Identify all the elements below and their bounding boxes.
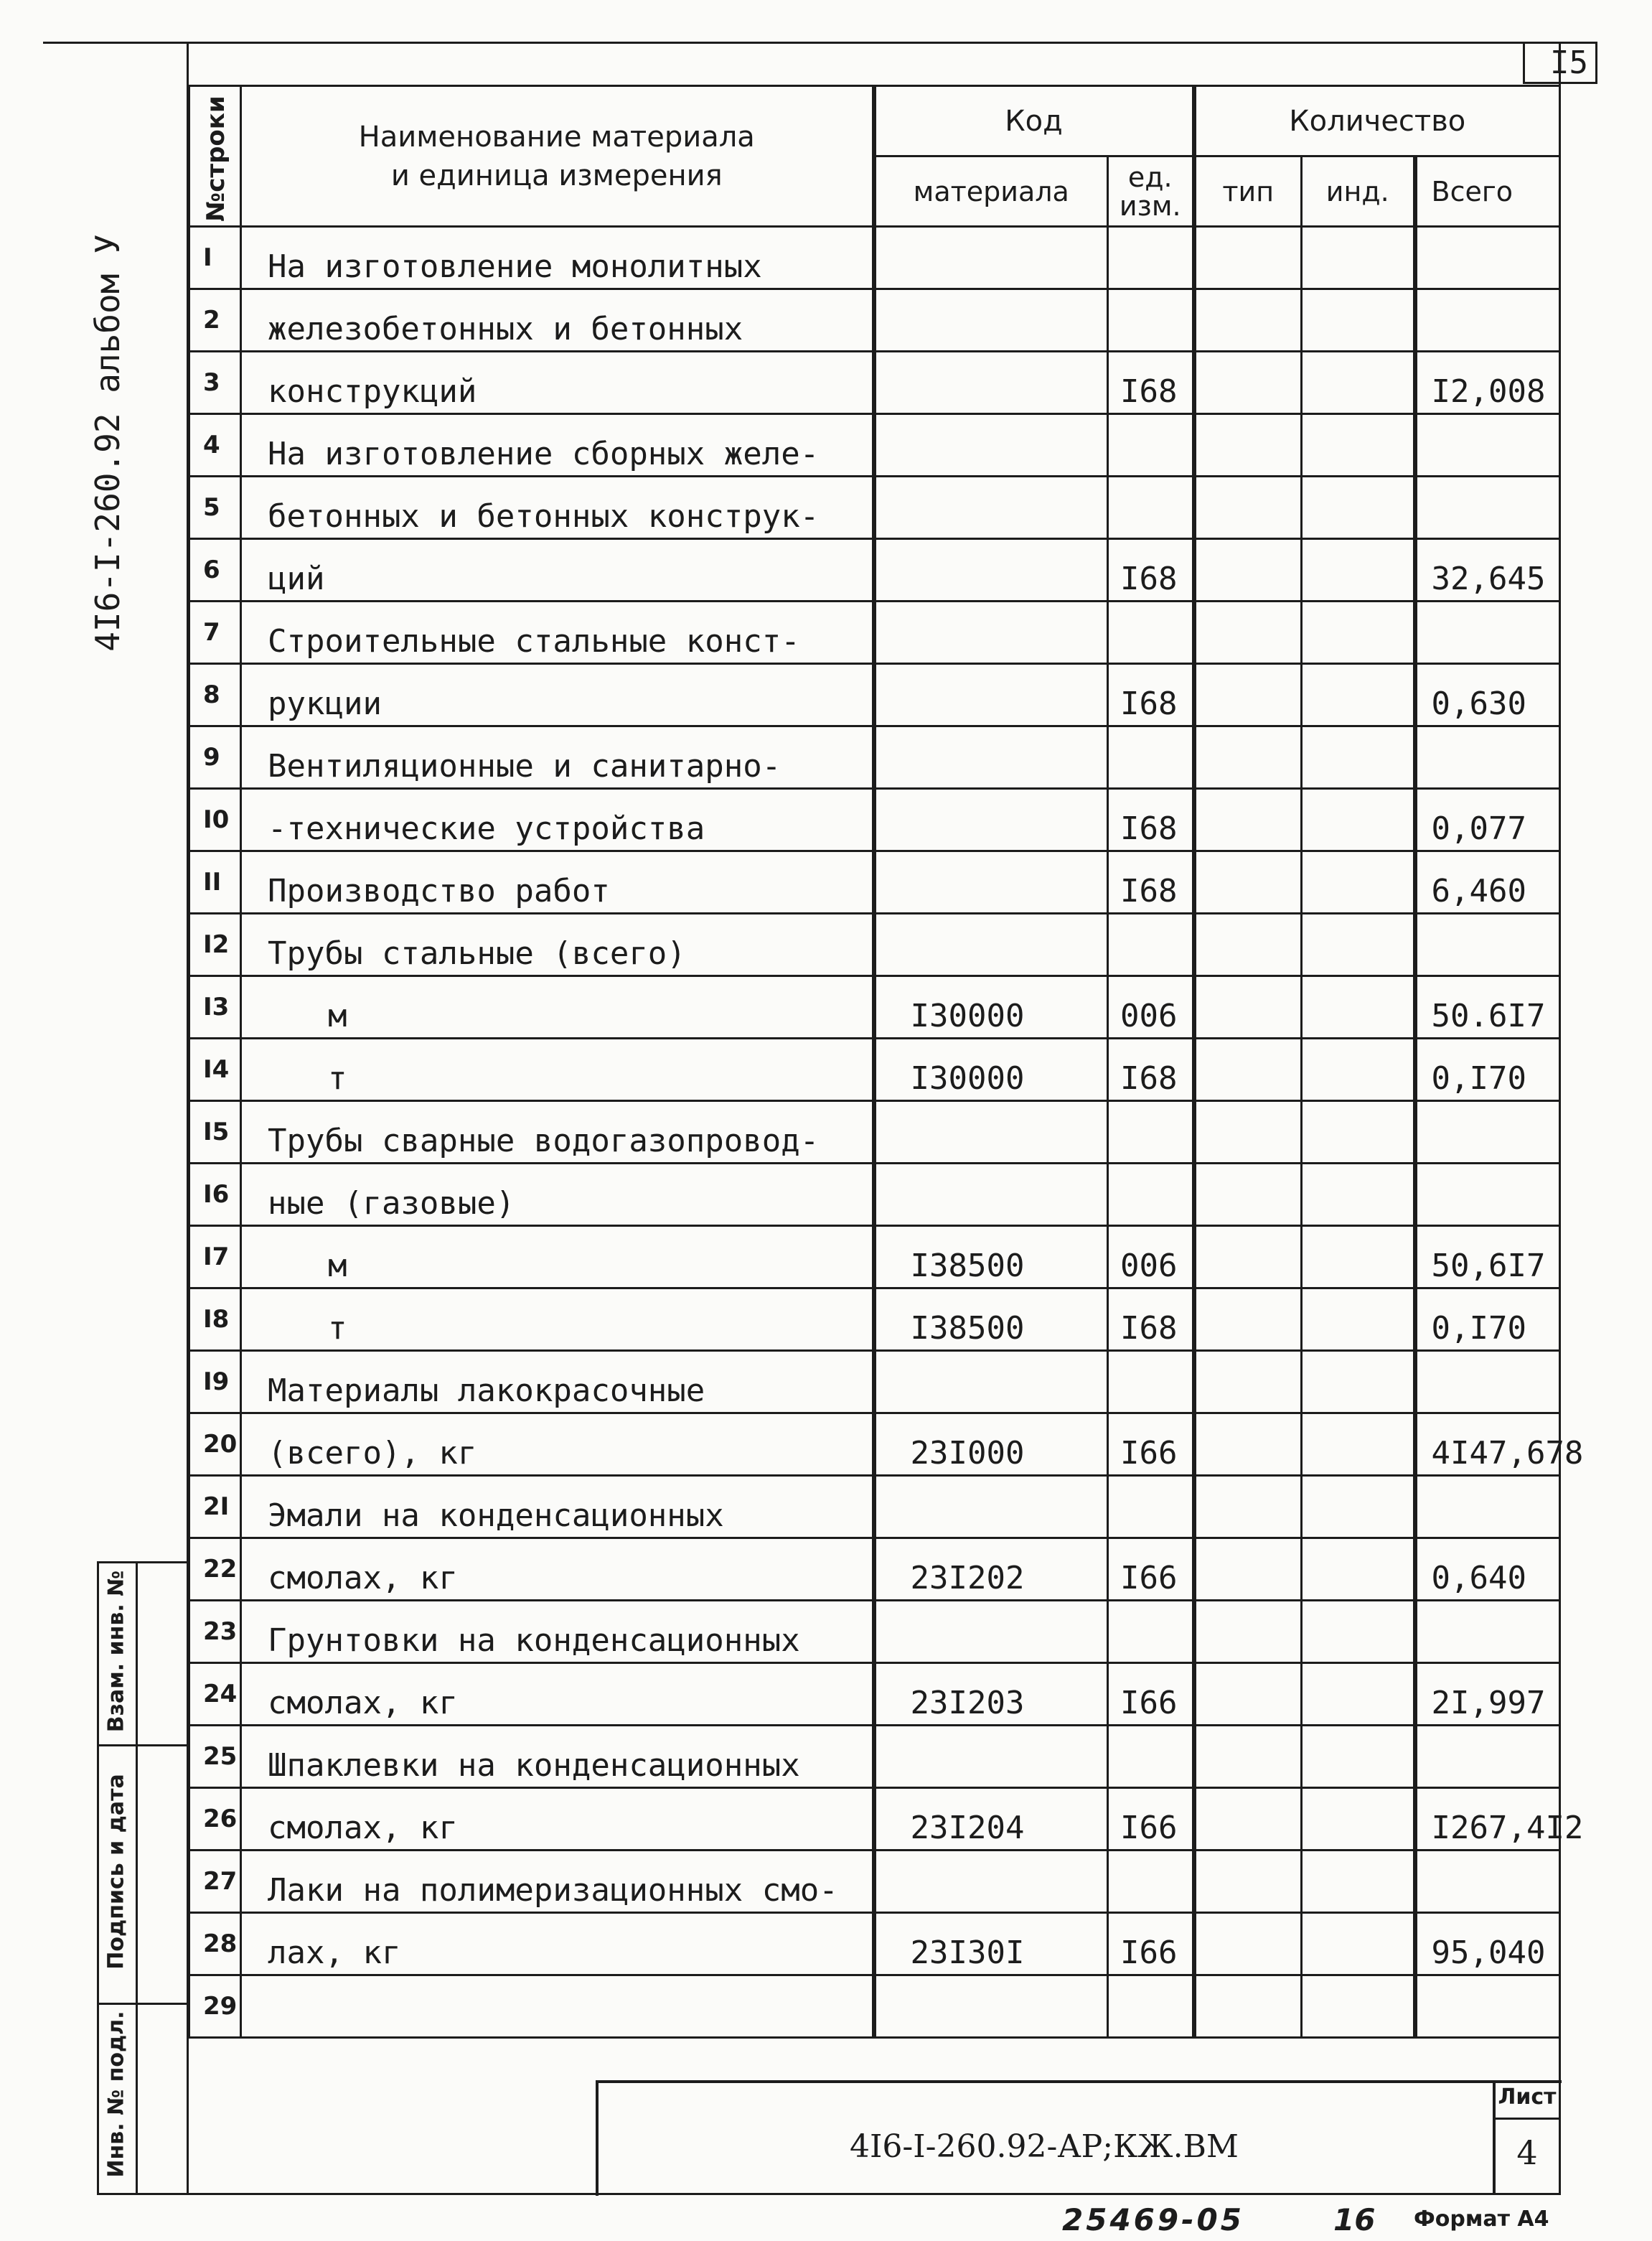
qty-total: I267,4I2 bbox=[1415, 1788, 1560, 1851]
qty-ind bbox=[1302, 289, 1415, 352]
qty-type bbox=[1194, 664, 1302, 726]
qty-type bbox=[1194, 1601, 1302, 1663]
materials-table bbox=[188, 85, 1584, 2039]
qty-ind bbox=[1302, 539, 1415, 602]
qty-total bbox=[1415, 726, 1560, 789]
stamp-inv-podl: Инв. № подл. bbox=[103, 2011, 129, 2178]
row-number: I4 bbox=[189, 1039, 241, 1101]
qty-type bbox=[1194, 289, 1302, 352]
material-name: т bbox=[241, 1288, 874, 1351]
row-number: 4 bbox=[189, 414, 241, 477]
qty-ind bbox=[1302, 726, 1415, 789]
handwritten-number: 25469-05 bbox=[1062, 2202, 1244, 2237]
format-label: Формат А4 bbox=[1414, 2207, 1549, 2232]
material-code bbox=[874, 664, 1108, 726]
row-number: 5 bbox=[189, 477, 241, 539]
doc-code: 4I6-I-260.92-АР;КЖ.ВМ bbox=[850, 2128, 1239, 2165]
qty-ind bbox=[1302, 1039, 1415, 1101]
qty-ind bbox=[1302, 664, 1415, 726]
qty-type bbox=[1194, 914, 1302, 976]
table-row bbox=[189, 1851, 1560, 1913]
frame-top bbox=[43, 42, 1597, 44]
qty-total: 32,645 bbox=[1415, 539, 1560, 602]
unit-code: I68 bbox=[1108, 789, 1194, 851]
material-name: Лаки на полимеризационных смо- bbox=[241, 1851, 874, 1913]
qty-total bbox=[1415, 1851, 1560, 1913]
qty-type bbox=[1194, 1351, 1302, 1413]
row-number: I2 bbox=[189, 914, 241, 976]
material-code bbox=[874, 851, 1108, 914]
material-code bbox=[874, 789, 1108, 851]
qty-total: 95,040 bbox=[1415, 1913, 1560, 1975]
table-row bbox=[189, 1164, 1560, 1226]
material-name: ные (газовые) bbox=[241, 1164, 874, 1226]
qty-ind bbox=[1302, 1663, 1415, 1726]
table-body bbox=[189, 227, 1584, 2038]
unit-code: I66 bbox=[1108, 1413, 1194, 1476]
table-row bbox=[189, 1975, 1560, 2038]
material-name: Трубы стальные (всего) bbox=[241, 914, 874, 976]
qty-type bbox=[1194, 1913, 1302, 1975]
unit-code: I68 bbox=[1108, 352, 1194, 414]
table-row bbox=[189, 602, 1560, 664]
qty-ind bbox=[1302, 1788, 1415, 1851]
material-code bbox=[874, 539, 1108, 602]
row-number: 7 bbox=[189, 602, 241, 664]
unit-code: I68 bbox=[1108, 1288, 1194, 1351]
table-row bbox=[189, 1663, 1560, 1726]
qty-total: 0,I70 bbox=[1415, 1288, 1560, 1351]
material-name: рукции bbox=[241, 664, 874, 726]
qty-total bbox=[1415, 227, 1560, 289]
unit-code: I66 bbox=[1108, 1663, 1194, 1726]
material-code bbox=[874, 726, 1108, 789]
header-code: Код bbox=[874, 86, 1194, 156]
qty-type bbox=[1194, 1288, 1302, 1351]
row-number: II bbox=[189, 851, 241, 914]
qty-total: 0,077 bbox=[1415, 789, 1560, 851]
qty-type bbox=[1194, 1413, 1302, 1476]
material-name: ций bbox=[241, 539, 874, 602]
unit-code bbox=[1108, 227, 1194, 289]
material-name: т bbox=[241, 1039, 874, 1101]
qty-type bbox=[1194, 1788, 1302, 1851]
qty-total bbox=[1415, 602, 1560, 664]
qty-type bbox=[1194, 1538, 1302, 1601]
material-name bbox=[241, 1975, 874, 2038]
unit-code bbox=[1108, 289, 1194, 352]
material-code bbox=[874, 1975, 1108, 2038]
table-row bbox=[189, 414, 1560, 477]
material-name: Трубы сварные водогазопровод- bbox=[241, 1101, 874, 1164]
qty-ind bbox=[1302, 1601, 1415, 1663]
unit-code: 006 bbox=[1108, 1226, 1194, 1288]
qty-total: 4I47,678 bbox=[1415, 1413, 1560, 1476]
qty-type bbox=[1194, 477, 1302, 539]
row-number: I bbox=[189, 227, 241, 289]
material-code bbox=[874, 914, 1108, 976]
qty-type bbox=[1194, 1164, 1302, 1226]
material-name: лах, кг bbox=[241, 1913, 874, 1975]
header-row-no: №строки bbox=[189, 86, 241, 227]
row-number: 26 bbox=[189, 1788, 241, 1851]
row-number: I5 bbox=[189, 1101, 241, 1164]
material-name: На изготовление монолитных bbox=[241, 227, 874, 289]
material-name: м bbox=[241, 976, 874, 1039]
qty-ind bbox=[1302, 1726, 1415, 1788]
row-number: I7 bbox=[189, 1226, 241, 1288]
qty-total bbox=[1415, 289, 1560, 352]
table-row bbox=[189, 1788, 1560, 1851]
qty-type bbox=[1194, 726, 1302, 789]
qty-total bbox=[1415, 1476, 1560, 1538]
table-row bbox=[189, 664, 1560, 726]
header-code-material: материала bbox=[874, 156, 1108, 227]
qty-total bbox=[1415, 914, 1560, 976]
material-code: 23I202 bbox=[874, 1538, 1108, 1601]
qty-ind bbox=[1302, 1226, 1415, 1288]
material-name: Строительные стальные конст- bbox=[241, 602, 874, 664]
qty-ind bbox=[1302, 1476, 1415, 1538]
unit-code bbox=[1108, 477, 1194, 539]
qty-type bbox=[1194, 1101, 1302, 1164]
row-number: 27 bbox=[189, 1851, 241, 1913]
row-number: I3 bbox=[189, 976, 241, 1039]
material-code: I30000 bbox=[874, 976, 1108, 1039]
material-name: Шпаклевки на конденсационных bbox=[241, 1726, 874, 1788]
sheet-number: 4 bbox=[1516, 2133, 1538, 2172]
qty-total: 6,460 bbox=[1415, 851, 1560, 914]
table-row bbox=[189, 352, 1560, 414]
material-code: 23I203 bbox=[874, 1663, 1108, 1726]
sheet-corner-number: I5 bbox=[1550, 45, 1588, 81]
qty-type bbox=[1194, 1226, 1302, 1288]
qty-ind bbox=[1302, 789, 1415, 851]
qty-ind bbox=[1302, 602, 1415, 664]
qty-ind bbox=[1302, 1538, 1415, 1601]
table-row bbox=[189, 1476, 1560, 1538]
material-name: (всего), кг bbox=[241, 1413, 874, 1476]
qty-ind bbox=[1302, 851, 1415, 914]
material-code bbox=[874, 1851, 1108, 1913]
header-qty-type: тип bbox=[1194, 156, 1302, 227]
unit-code: 006 bbox=[1108, 976, 1194, 1039]
material-code bbox=[874, 1726, 1108, 1788]
material-name: На изготовление сборных желе- bbox=[241, 414, 874, 477]
qty-total: 50,6I7 bbox=[1415, 1226, 1560, 1288]
qty-ind bbox=[1302, 1351, 1415, 1413]
table-row bbox=[189, 789, 1560, 851]
qty-ind bbox=[1302, 477, 1415, 539]
material-code bbox=[874, 289, 1108, 352]
qty-ind bbox=[1302, 914, 1415, 976]
qty-ind bbox=[1302, 352, 1415, 414]
qty-ind bbox=[1302, 1288, 1415, 1351]
table-row bbox=[189, 289, 1560, 352]
table-row bbox=[189, 539, 1560, 602]
qty-type bbox=[1194, 851, 1302, 914]
row-number: I0 bbox=[189, 789, 241, 851]
unit-code: I68 bbox=[1108, 664, 1194, 726]
qty-ind bbox=[1302, 1913, 1415, 1975]
material-code bbox=[874, 1351, 1108, 1413]
material-code bbox=[874, 1601, 1108, 1663]
material-code bbox=[874, 1476, 1108, 1538]
album-label: 4I6-I-260.92 альбом У bbox=[88, 234, 127, 652]
material-name: смолах, кг bbox=[241, 1788, 874, 1851]
material-code: 23I30I bbox=[874, 1913, 1108, 1975]
table-row bbox=[189, 1726, 1560, 1788]
unit-code bbox=[1108, 1601, 1194, 1663]
header-quantity: Количество bbox=[1194, 86, 1560, 156]
material-code bbox=[874, 352, 1108, 414]
qty-type bbox=[1194, 1851, 1302, 1913]
qty-total bbox=[1415, 1601, 1560, 1663]
material-name: конструкций bbox=[241, 352, 874, 414]
qty-ind bbox=[1302, 1413, 1415, 1476]
table-row bbox=[189, 1288, 1560, 1351]
unit-code bbox=[1108, 1351, 1194, 1413]
row-number: 2 bbox=[189, 289, 241, 352]
row-number: 24 bbox=[189, 1663, 241, 1726]
qty-type bbox=[1194, 1663, 1302, 1726]
material-code bbox=[874, 477, 1108, 539]
qty-type bbox=[1194, 1726, 1302, 1788]
table-row bbox=[189, 1538, 1560, 1601]
unit-code bbox=[1108, 1101, 1194, 1164]
stamp-podpis-data: Подпись и дата bbox=[103, 1774, 129, 1970]
row-number: 20 bbox=[189, 1413, 241, 1476]
side-stamp-divider bbox=[136, 1561, 138, 2193]
material-name: смолах, кг bbox=[241, 1538, 874, 1601]
qty-total bbox=[1415, 1975, 1560, 2038]
table-row bbox=[189, 1226, 1560, 1288]
material-name: Эмали на конденсационных bbox=[241, 1476, 874, 1538]
qty-total: 2I,997 bbox=[1415, 1663, 1560, 1726]
qty-total bbox=[1415, 1726, 1560, 1788]
row-number: 9 bbox=[189, 726, 241, 789]
header-code-unit: ед. изм. bbox=[1108, 156, 1194, 227]
material-code bbox=[874, 602, 1108, 664]
row-number: 3 bbox=[189, 352, 241, 414]
material-code: 23I000 bbox=[874, 1413, 1108, 1476]
table-row bbox=[189, 914, 1560, 976]
row-number: 22 bbox=[189, 1538, 241, 1601]
material-name: смолах, кг bbox=[241, 1663, 874, 1726]
unit-code bbox=[1108, 1164, 1194, 1226]
header-qty-total: Всего bbox=[1415, 156, 1560, 227]
table-row bbox=[189, 1039, 1560, 1101]
header-name: Наименование материала и единица измерения bbox=[241, 86, 874, 227]
qty-ind bbox=[1302, 1101, 1415, 1164]
qty-type bbox=[1194, 227, 1302, 289]
unit-code bbox=[1108, 1975, 1194, 2038]
unit-code: I66 bbox=[1108, 1913, 1194, 1975]
qty-ind bbox=[1302, 976, 1415, 1039]
row-number: I9 bbox=[189, 1351, 241, 1413]
qty-total: 0,I70 bbox=[1415, 1039, 1560, 1101]
unit-code bbox=[1108, 726, 1194, 789]
table-row bbox=[189, 227, 1560, 289]
qty-type bbox=[1194, 1975, 1302, 2038]
handwritten-number-2: 16 bbox=[1333, 2202, 1376, 2237]
qty-total bbox=[1415, 1351, 1560, 1413]
table-row bbox=[189, 726, 1560, 789]
unit-code: I68 bbox=[1108, 851, 1194, 914]
material-name: Вентиляционные и санитарно- bbox=[241, 726, 874, 789]
qty-ind bbox=[1302, 1975, 1415, 2038]
material-name: Материалы лакокрасочные bbox=[241, 1351, 874, 1413]
material-code: I30000 bbox=[874, 1039, 1108, 1101]
qty-type bbox=[1194, 352, 1302, 414]
material-code: 23I204 bbox=[874, 1788, 1108, 1851]
title-block-sheet-sep bbox=[1493, 2118, 1559, 2120]
qty-type bbox=[1194, 789, 1302, 851]
material-name: Производство работ bbox=[241, 851, 874, 914]
qty-ind bbox=[1302, 414, 1415, 477]
row-number: 6 bbox=[189, 539, 241, 602]
unit-code bbox=[1108, 414, 1194, 477]
unit-code: I66 bbox=[1108, 1788, 1194, 1851]
table-row bbox=[189, 477, 1560, 539]
unit-code bbox=[1108, 602, 1194, 664]
row-number: 2I bbox=[189, 1476, 241, 1538]
qty-type bbox=[1194, 414, 1302, 477]
unit-code: I68 bbox=[1108, 539, 1194, 602]
qty-total bbox=[1415, 414, 1560, 477]
qty-type bbox=[1194, 1476, 1302, 1538]
table-row bbox=[189, 1351, 1560, 1413]
qty-total: 50.6I7 bbox=[1415, 976, 1560, 1039]
row-number: I8 bbox=[189, 1288, 241, 1351]
unit-code bbox=[1108, 1476, 1194, 1538]
qty-total bbox=[1415, 1101, 1560, 1164]
table-row bbox=[189, 1101, 1560, 1164]
table-row bbox=[189, 1413, 1560, 1476]
material-code: I38500 bbox=[874, 1288, 1108, 1351]
row-number: 29 bbox=[189, 1975, 241, 2038]
unit-code bbox=[1108, 914, 1194, 976]
qty-type bbox=[1194, 539, 1302, 602]
material-code: I38500 bbox=[874, 1226, 1108, 1288]
qty-ind bbox=[1302, 1851, 1415, 1913]
qty-ind bbox=[1302, 1164, 1415, 1226]
unit-code bbox=[1108, 1851, 1194, 1913]
qty-type bbox=[1194, 1039, 1302, 1101]
material-code bbox=[874, 227, 1108, 289]
qty-total bbox=[1415, 477, 1560, 539]
row-number: 28 bbox=[189, 1913, 241, 1975]
row-number: 23 bbox=[189, 1601, 241, 1663]
qty-total: 0,630 bbox=[1415, 664, 1560, 726]
table-row bbox=[189, 976, 1560, 1039]
material-name: Грунтовки на конденсационных bbox=[241, 1601, 874, 1663]
sheet-label: Лист bbox=[1498, 2085, 1557, 2110]
material-code bbox=[874, 1164, 1108, 1226]
row-number: I6 bbox=[189, 1164, 241, 1226]
unit-code: I68 bbox=[1108, 1039, 1194, 1101]
material-code bbox=[874, 414, 1108, 477]
unit-code bbox=[1108, 1726, 1194, 1788]
qty-type bbox=[1194, 602, 1302, 664]
qty-type bbox=[1194, 976, 1302, 1039]
qty-total: 0,640 bbox=[1415, 1538, 1560, 1601]
table-row bbox=[189, 851, 1560, 914]
material-name: м bbox=[241, 1226, 874, 1288]
stamp-vzam-inv: Взам. инв. № bbox=[103, 1570, 129, 1733]
material-name: -технические устройства bbox=[241, 789, 874, 851]
header-qty-ind: инд. bbox=[1302, 156, 1415, 227]
qty-total: I2,008 bbox=[1415, 352, 1560, 414]
qty-ind bbox=[1302, 227, 1415, 289]
unit-code: I66 bbox=[1108, 1538, 1194, 1601]
qty-total bbox=[1415, 1164, 1560, 1226]
material-name: бетонных и бетонных конструк- bbox=[241, 477, 874, 539]
table-row bbox=[189, 1601, 1560, 1663]
row-number: 8 bbox=[189, 664, 241, 726]
table-row bbox=[189, 1913, 1560, 1975]
material-code bbox=[874, 1101, 1108, 1164]
material-name: железобетонных и бетонных bbox=[241, 289, 874, 352]
row-number: 25 bbox=[189, 1726, 241, 1788]
